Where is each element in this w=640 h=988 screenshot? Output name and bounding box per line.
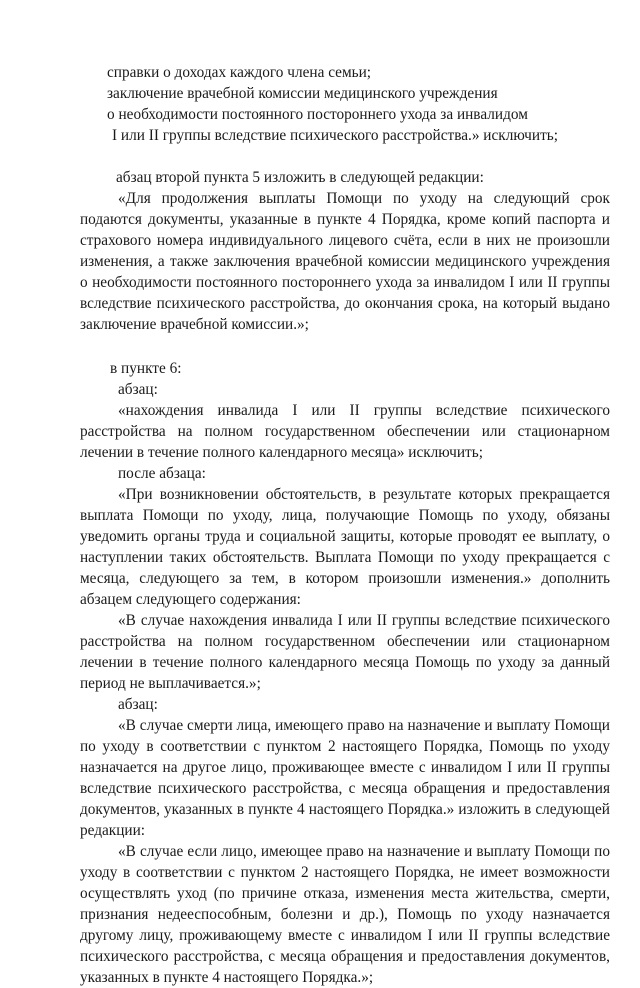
quoted-paragraph: «Для продолжения выплаты Помощи по уходу на следующий срок подаются документы, указанные в пункте 4 Порядка, кроме копий паспорта и страхового номера индивидуального лицевого счёта, если в них не произошли изменения, а также заключения врачебной комиссии медицинского учреждения о необходимости постоянного постороннего ухода за инвалидом I или II группы вследствие психического расстройства, до окончания срока, на который выдано заключение врачебной комиссии.»; bbox=[80, 190, 610, 333]
quoted-paragraph: «В случае смерти лица, имеющего право на назначение и выплату Помощи по уходу в соответствии с пунктом 2 настоящего Порядка, Помощь по уходу назначается на другое лицо, проживающее вместе с инвалидом I или II группы вследствие психического расстройства, с месяца обращения и предоставления документов, указанных в пункте 4 настоящего Порядка.» изложить в следующей редакции: bbox=[80, 717, 610, 839]
text-line: о необходимости постоянного постороннего ухода за инвалидом bbox=[107, 106, 528, 123]
paragraph-after: после абзаца: bbox=[118, 465, 206, 482]
paragraph-heading: в пункте 6: bbox=[110, 360, 182, 377]
text-line: заключение врачебной комиссии медицинского учреждения bbox=[107, 85, 498, 102]
paragraph-abzac: абзац: bbox=[118, 696, 158, 713]
quoted-paragraph: «нахождения инвалида I или II группы вследствие психического расстройства на полном государственном обеспечении или стационарном лечении в течение полного календарного месяца» исключить; bbox=[80, 402, 610, 461]
text-line: I или II группы вследствие психического расстройства.» исключить; bbox=[112, 127, 558, 144]
text-line: справки о доходах каждого члена семьи; bbox=[107, 64, 372, 81]
quoted-paragraph: «В случае нахождения инвалида I или II группы вследствие психического расстройства на полном государственном обеспечении или стационарном лечении в течение полного календарного месяца Помощь по уходу за данный период не выплачивается.»; bbox=[80, 612, 610, 692]
paragraph-abzac: абзац: bbox=[118, 381, 158, 398]
paragraph-intro: абзац второй пункта 5 изложить в следующей редакции: bbox=[116, 169, 484, 186]
quoted-paragraph: «При возникновении обстоятельств, в результате которых прекращается выплата Помощи по уходу, лица, получающие Помощь по уходу, обязаны уведомить органы труда и социальной защиты, которые проводят ее выплату, о наступлении таких обстоятельств. Выплата Помощи по уходу прекращается с месяца, следующего за тем, в котором произошли изменения.» дополнить абзацем следующего содержания: bbox=[80, 486, 610, 608]
block-1 bbox=[80, 62, 610, 146]
quoted-paragraph: «В случае если лицо, имеющее право на назначение и выплату Помощи по уходу в соответствии с пунктом 2 настоящего Порядка, не имеет возможности осуществлять уход (по причине отказа, изменения места жительства, смерти, признания недееспособным, болезни и др.), Помощь по уходу назначается другому лицу, проживающему вместе с инвалидом I или II группы вследствие психического расстройства, с месяца обращения и предоставления документов, указанных в пункте 4 настоящего Порядка.»; bbox=[80, 843, 610, 986]
document-body bbox=[80, 62, 610, 988]
